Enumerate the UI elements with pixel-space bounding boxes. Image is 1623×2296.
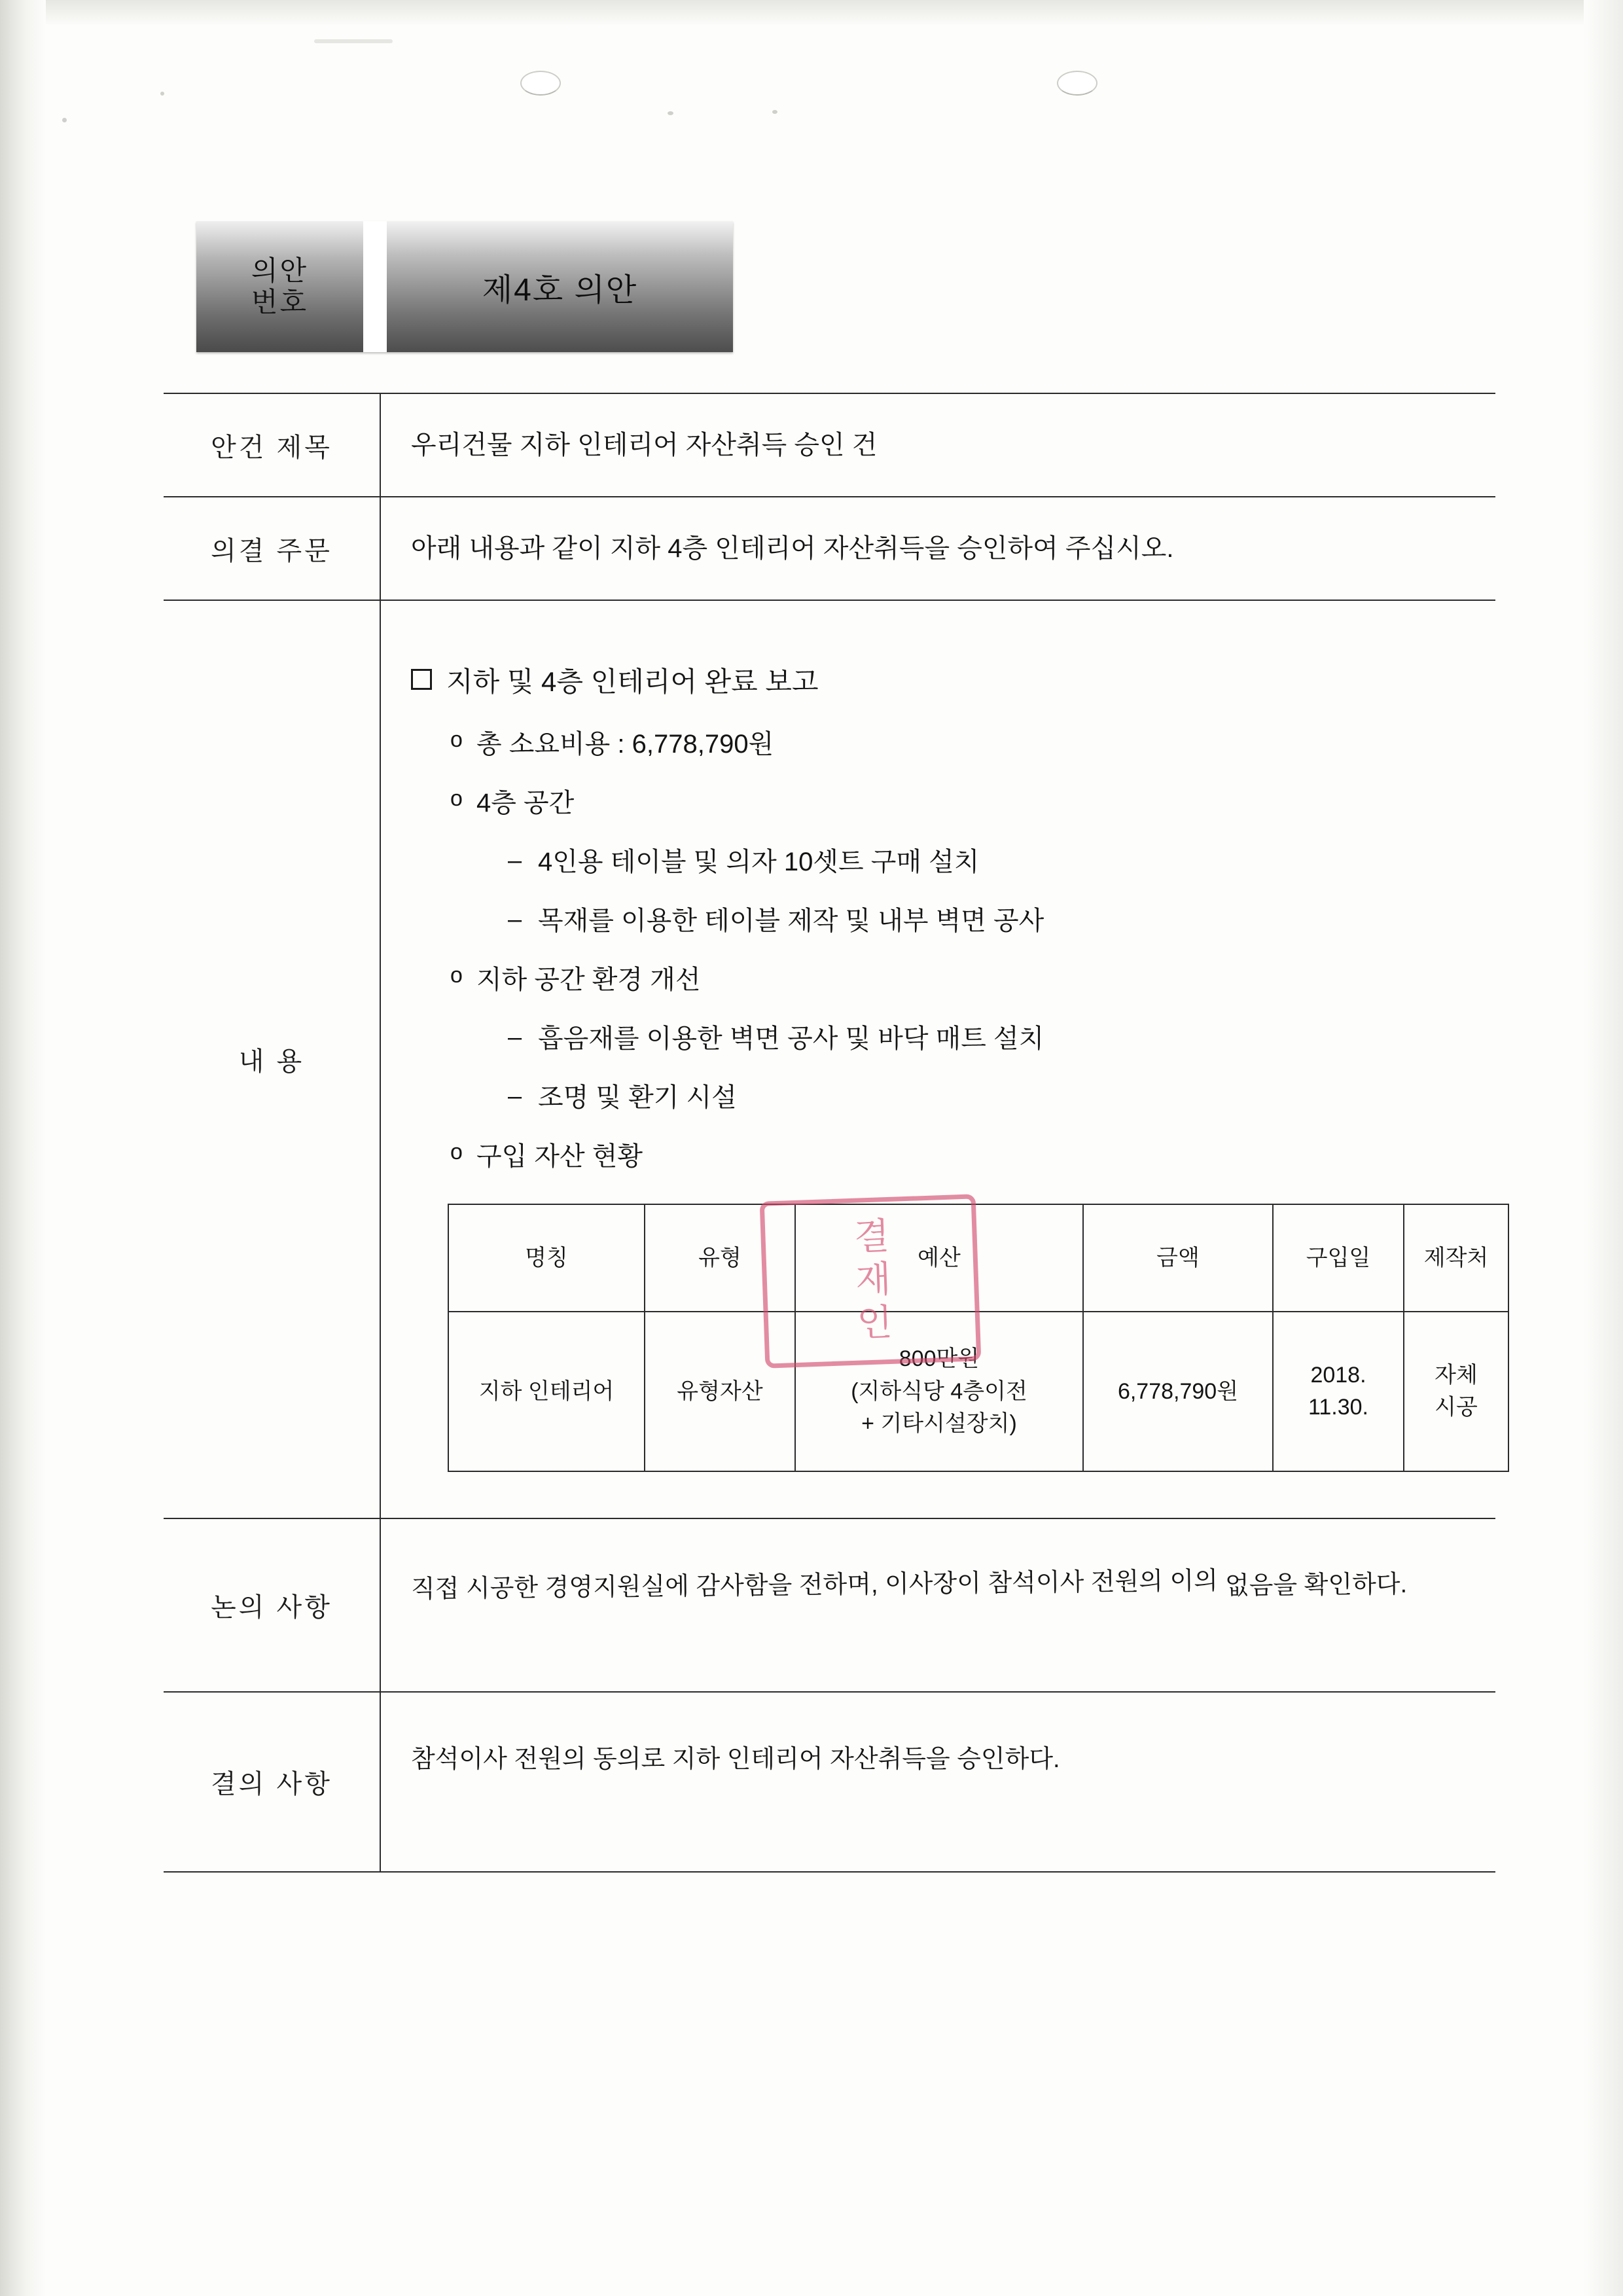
- row-title-label: 안건 제목: [211, 433, 332, 462]
- list-item: [448, 782, 1509, 942]
- list-item: [448, 1136, 1509, 1177]
- list-item: [448, 959, 1509, 1119]
- list-item-text: 4층 공간: [476, 789, 575, 818]
- cell-date-line1: 2018.: [1310, 1362, 1366, 1388]
- row-decision-label: 결의 사항: [211, 1769, 332, 1799]
- column-header-maker: 제작처: [1404, 1204, 1508, 1312]
- cell-type: 유형자산: [645, 1312, 795, 1471]
- cell-amount: 6,778,790원: [1083, 1312, 1273, 1471]
- discussion-line-1: 직접 시공한 경영지원실에 감사함을 전하며, 이사장이 참석이사 전원의 이의: [410, 1567, 1219, 1604]
- punch-hole-icon: [520, 71, 561, 96]
- cell-budget: [795, 1312, 1083, 1471]
- agenda-number-badge: [196, 221, 733, 352]
- content-heading-text: 지하 및 4층 인테리어 완료 보고: [446, 666, 819, 697]
- sublist-item: – 목재를 이용한 테이블 제작 및 내부 벽면 공사: [508, 900, 1509, 942]
- sublist-item: – 조명 및 환기 시설: [508, 1077, 1509, 1119]
- row-decision: [164, 1691, 1495, 1873]
- row-title-value: 우리건물 지하 인테리어 자산취득 승인 건: [411, 431, 878, 459]
- sublist-item: – 흡음재를 이용한 벽면 공사 및 바닥 매트 설치: [508, 1018, 1509, 1060]
- approval-seal-text: 결재인: [847, 1215, 894, 1347]
- row-content-label: 내 용: [238, 1047, 305, 1077]
- list-item-text: 구입 자산 현황: [476, 1142, 643, 1172]
- scan-speck: [62, 118, 67, 122]
- row-resolution-request-label: 의결 주문: [211, 536, 332, 565]
- sublist-item: – 4인용 테이블 및 의자 10셋트 구매 설치: [508, 841, 1509, 883]
- agenda-number-label-line2: 번호: [251, 287, 309, 317]
- agenda-number-label: [196, 221, 363, 352]
- page-edge-left: [0, 0, 46, 2296]
- checkbox-icon: [411, 669, 432, 690]
- scan-speck: [772, 110, 777, 114]
- cell-maker: [1404, 1312, 1508, 1471]
- cell-name: 지하 인테리어: [448, 1312, 645, 1471]
- column-header-name: 명칭: [448, 1204, 645, 1312]
- row-title: [164, 393, 1495, 496]
- row-discussion-label: 논의 사항: [211, 1593, 332, 1623]
- cell-budget-line2: (지하식당 4층이전: [851, 1378, 1027, 1404]
- list-item: [448, 723, 1509, 765]
- asset-table: [448, 1204, 1509, 1472]
- row-content-value: [381, 601, 1526, 1518]
- list-item-text: 총 소요비용 : 6,778,790원: [476, 730, 774, 759]
- cell-maker-line1: 자체: [1435, 1362, 1478, 1388]
- content-sublist: [508, 841, 1509, 942]
- table-header-row: [448, 1204, 1508, 1312]
- row-decision-value: 참석이사 전원의 동의로 지하 인테리어 자산취득을 승인하다.: [411, 1745, 1060, 1773]
- scan-speck: [314, 39, 393, 43]
- row-content: [164, 600, 1495, 1518]
- column-header-budget: 예산: [795, 1204, 1083, 1312]
- column-header-amount: 금액: [1083, 1204, 1273, 1312]
- row-discussion: [164, 1518, 1495, 1691]
- table-row: [448, 1312, 1508, 1471]
- scan-speck: [160, 92, 164, 96]
- row-resolution-request-value: 아래 내용과 같이 지하 4층 인테리어 자산취득을 승인하여 주십시오.: [411, 534, 1174, 563]
- discussion-line-2: 없음을 확인하다.: [1224, 1570, 1407, 1600]
- content-heading: [411, 660, 1509, 704]
- punch-hole-icon: [1057, 71, 1097, 96]
- scan-speck: [668, 111, 673, 115]
- cell-budget-line3: + 기타시설장치): [861, 1410, 1017, 1436]
- page-edge-top: [0, 0, 1623, 26]
- cell-budget-line1: 800만원: [899, 1346, 980, 1372]
- content-sublist: [508, 1018, 1509, 1119]
- row-resolution-request: [164, 496, 1495, 600]
- list-item-text: 지하 공간 환경 개선: [476, 965, 701, 995]
- page-edge-right: [1584, 0, 1623, 2296]
- agenda-number-value: [387, 221, 733, 352]
- column-header-date: 구입일: [1273, 1204, 1404, 1312]
- badge-separator: [363, 221, 387, 352]
- column-header-type: 유형: [645, 1204, 795, 1312]
- agenda-table: [164, 393, 1495, 1873]
- row-discussion-value: [381, 1519, 1495, 1691]
- content-list: [448, 723, 1509, 1177]
- agenda-number-label-line1: 의안: [251, 255, 309, 286]
- cell-date: [1273, 1312, 1404, 1471]
- cell-date-line2: 11.30.: [1308, 1395, 1368, 1420]
- agenda-title-text: 제4호 의안: [482, 272, 638, 308]
- cell-maker-line2: 시공: [1435, 1395, 1478, 1420]
